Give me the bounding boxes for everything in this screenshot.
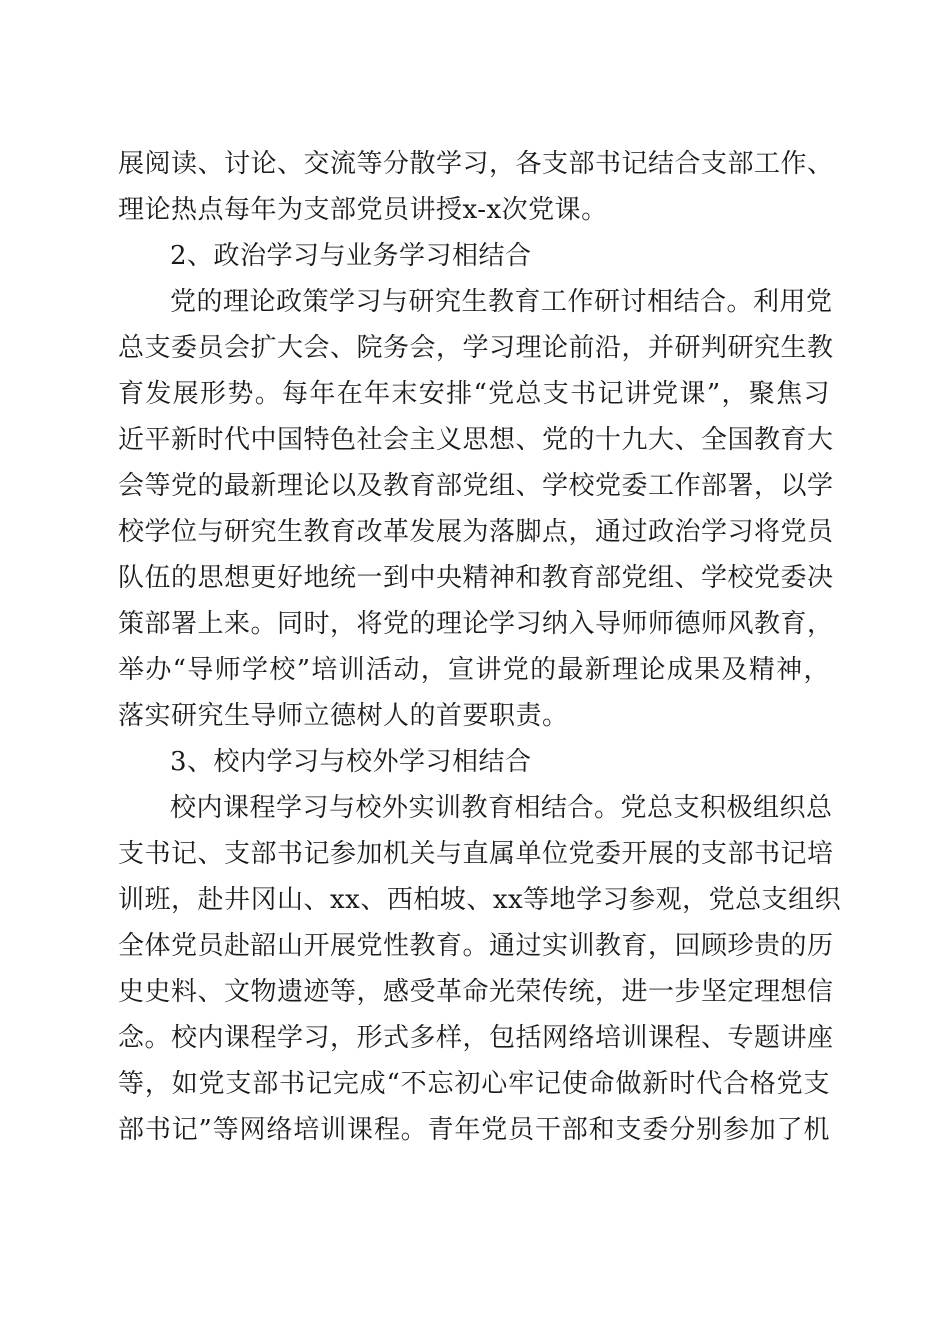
text-line: 全体党员赴韶山开展党性教育。通过实训教育，回顾珍贵的历 bbox=[118, 931, 834, 961]
text-line: 队伍的思想更好地统一到中央精神和教育部党组、学校党委决 bbox=[118, 563, 834, 593]
text-line: 念。校内课程学习，形式多样，包括网络培训课程、专题讲座 bbox=[118, 1023, 834, 1053]
text-line: 理论热点每年为支部党员讲授x-x次党课。 bbox=[118, 195, 608, 225]
text-line: 等，如党支部书记完成“不忘初心牢记使命做新时代合格党支 bbox=[118, 1069, 830, 1099]
text-line: 育发展形势。每年在年末安排“党总支书记讲党课”，聚焦习 bbox=[118, 379, 830, 409]
section-heading: 3、校内学习与校外学习相结合 bbox=[170, 747, 532, 777]
text-line: 策部署上来。同时，将党的理论学习纳入导师师德师风教育， bbox=[118, 609, 834, 639]
text-line: 校内课程学习与校外实训教育相结合。党总支积极组织总 bbox=[170, 793, 833, 823]
text-line: 落实研究生导师立德树人的首要职责。 bbox=[118, 701, 569, 731]
text-line: 史史料、文物遗迹等，感受革命光荣传统，进一步坚定理想信 bbox=[118, 977, 834, 1007]
text-line: 举办“导师学校”培训活动，宣讲党的最新理论成果及精神， bbox=[118, 655, 830, 685]
text-line: 训班，赴井冈山、xx、西柏坡、xx等地学习参观，党总支组织 bbox=[118, 885, 842, 915]
text-line: 展阅读、讨论、交流等分散学习，各支部书记结合支部工作、 bbox=[118, 149, 834, 179]
section-heading: 2、政治学习与业务学习相结合 bbox=[170, 241, 532, 271]
text-line: 会等党的最新理论以及教育部党组、学校党委工作部署，以学 bbox=[118, 471, 834, 501]
text-line: 近平新时代中国特色社会主义思想、党的十九大、全国教育大 bbox=[118, 425, 834, 455]
text-line: 校学位与研究生教育改革发展为落脚点，通过政治学习将党员 bbox=[118, 517, 834, 547]
text-line: 支书记、支部书记参加机关与直属单位党委开展的支部书记培 bbox=[118, 839, 834, 869]
document-body bbox=[118, 141, 842, 1153]
text-line: 部书记”等网络培训课程。青年党员干部和支委分别参加了机 bbox=[118, 1115, 830, 1145]
text-line: 党的理论政策学习与研究生教育工作研讨相结合。利用党 bbox=[170, 287, 833, 317]
text-line: 总支委员会扩大会、院务会，学习理论前沿，并研判研究生教 bbox=[118, 333, 834, 363]
